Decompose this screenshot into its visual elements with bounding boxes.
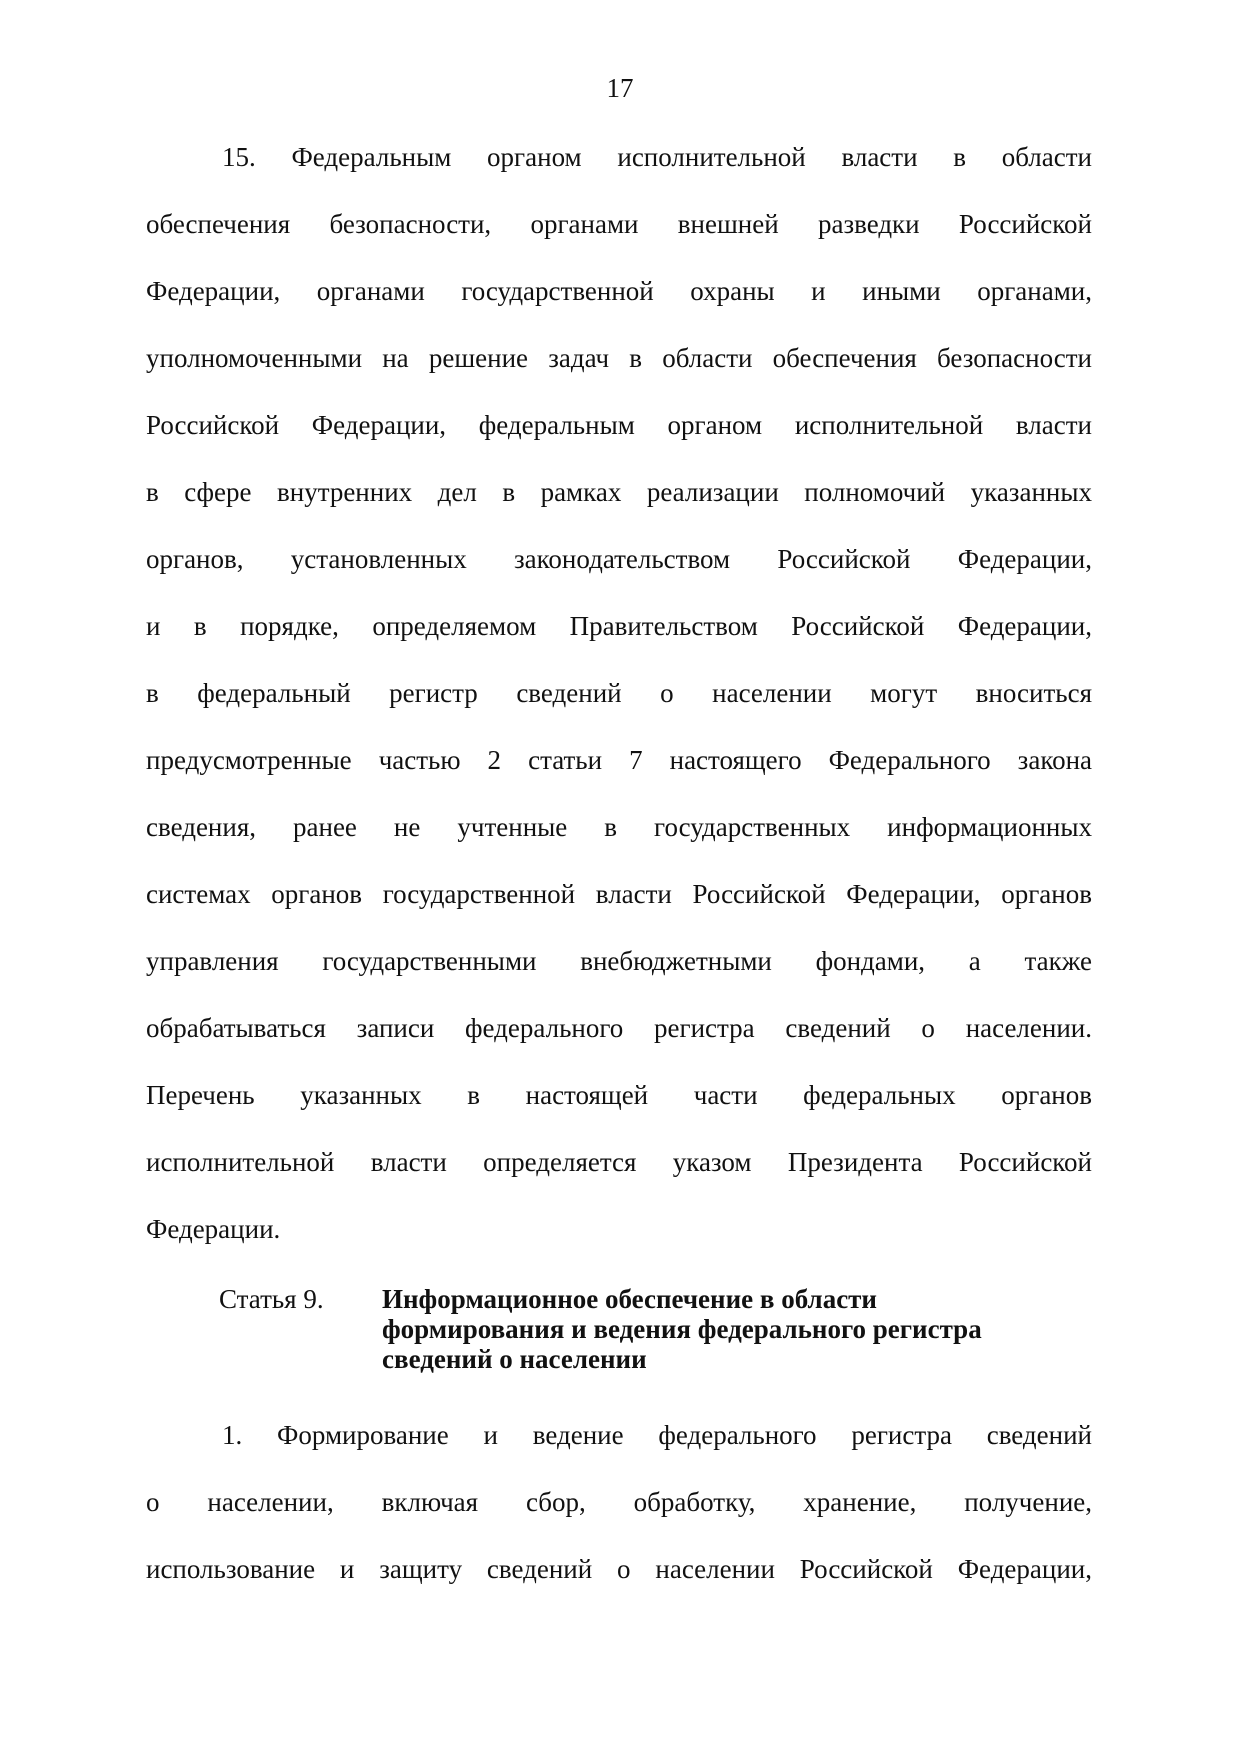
- paragraph-line: Перечень указанных в настоящей части федеральных органов: [146, 1080, 1092, 1110]
- paragraph-line: уполномоченными на решение задач в области обеспечения безопасности: [146, 343, 1092, 373]
- paragraph-line: в федеральный регистр сведений о населении могут вноситься: [146, 678, 1092, 708]
- article-title-line: формирования и ведения федерального регистра: [382, 1314, 982, 1344]
- article-label: Статья 9.: [219, 1284, 324, 1314]
- article-title-line: Информационное обеспечение в области: [382, 1284, 877, 1314]
- paragraph-line: в сфере внутренних дел в рамках реализации полномочий указанных: [146, 477, 1092, 507]
- article-title-line: сведений о населении: [382, 1344, 647, 1374]
- paragraph-1: [146, 1422, 1092, 1623]
- paragraph-line: о населении, включая сбор, обработку, хранение, получение,: [146, 1487, 1092, 1517]
- paragraph-line: Российской Федерации, федеральным органом исполнительной власти: [146, 410, 1092, 440]
- paragraph-line: использование и защиту сведений о населении Российской Федерации,: [146, 1554, 1092, 1584]
- paragraph-line: 15. Федеральным органом исполнительной власти в области: [222, 142, 1092, 172]
- paragraph-line: системах органов государственной власти Российской Федерации, органов: [146, 879, 1092, 909]
- paragraph-line: 1. Формирование и ведение федерального регистра сведений: [222, 1420, 1092, 1450]
- paragraph-line: и в порядке, определяемом Правительством Российской Федерации,: [146, 611, 1092, 641]
- paragraph-line: Федерации, органами государственной охраны и иными органами,: [146, 276, 1092, 306]
- paragraph-line: Федерации.: [146, 1214, 281, 1244]
- article-title: [382, 1284, 1082, 1374]
- paragraph-line: сведения, ранее не учтенные в государственных информационных: [146, 812, 1092, 842]
- paragraph-15: [146, 144, 1092, 1283]
- page-number: 17: [606, 73, 634, 103]
- paragraph-line: обеспечения безопасности, органами внешней разведки Российской: [146, 209, 1092, 239]
- paragraph-line: предусмотренные частью 2 статьи 7 настоящего Федерального закона: [146, 745, 1092, 775]
- paragraph-line: исполнительной власти определяется указом Президента Российской: [146, 1147, 1092, 1177]
- paragraph-line: органов, установленных законодательством Российской Федерации,: [146, 544, 1092, 574]
- paragraph-line: управления государственными внебюджетными фондами, а также: [146, 946, 1092, 976]
- paragraph-line: обрабатываться записи федерального регистра сведений о населении.: [146, 1013, 1092, 1043]
